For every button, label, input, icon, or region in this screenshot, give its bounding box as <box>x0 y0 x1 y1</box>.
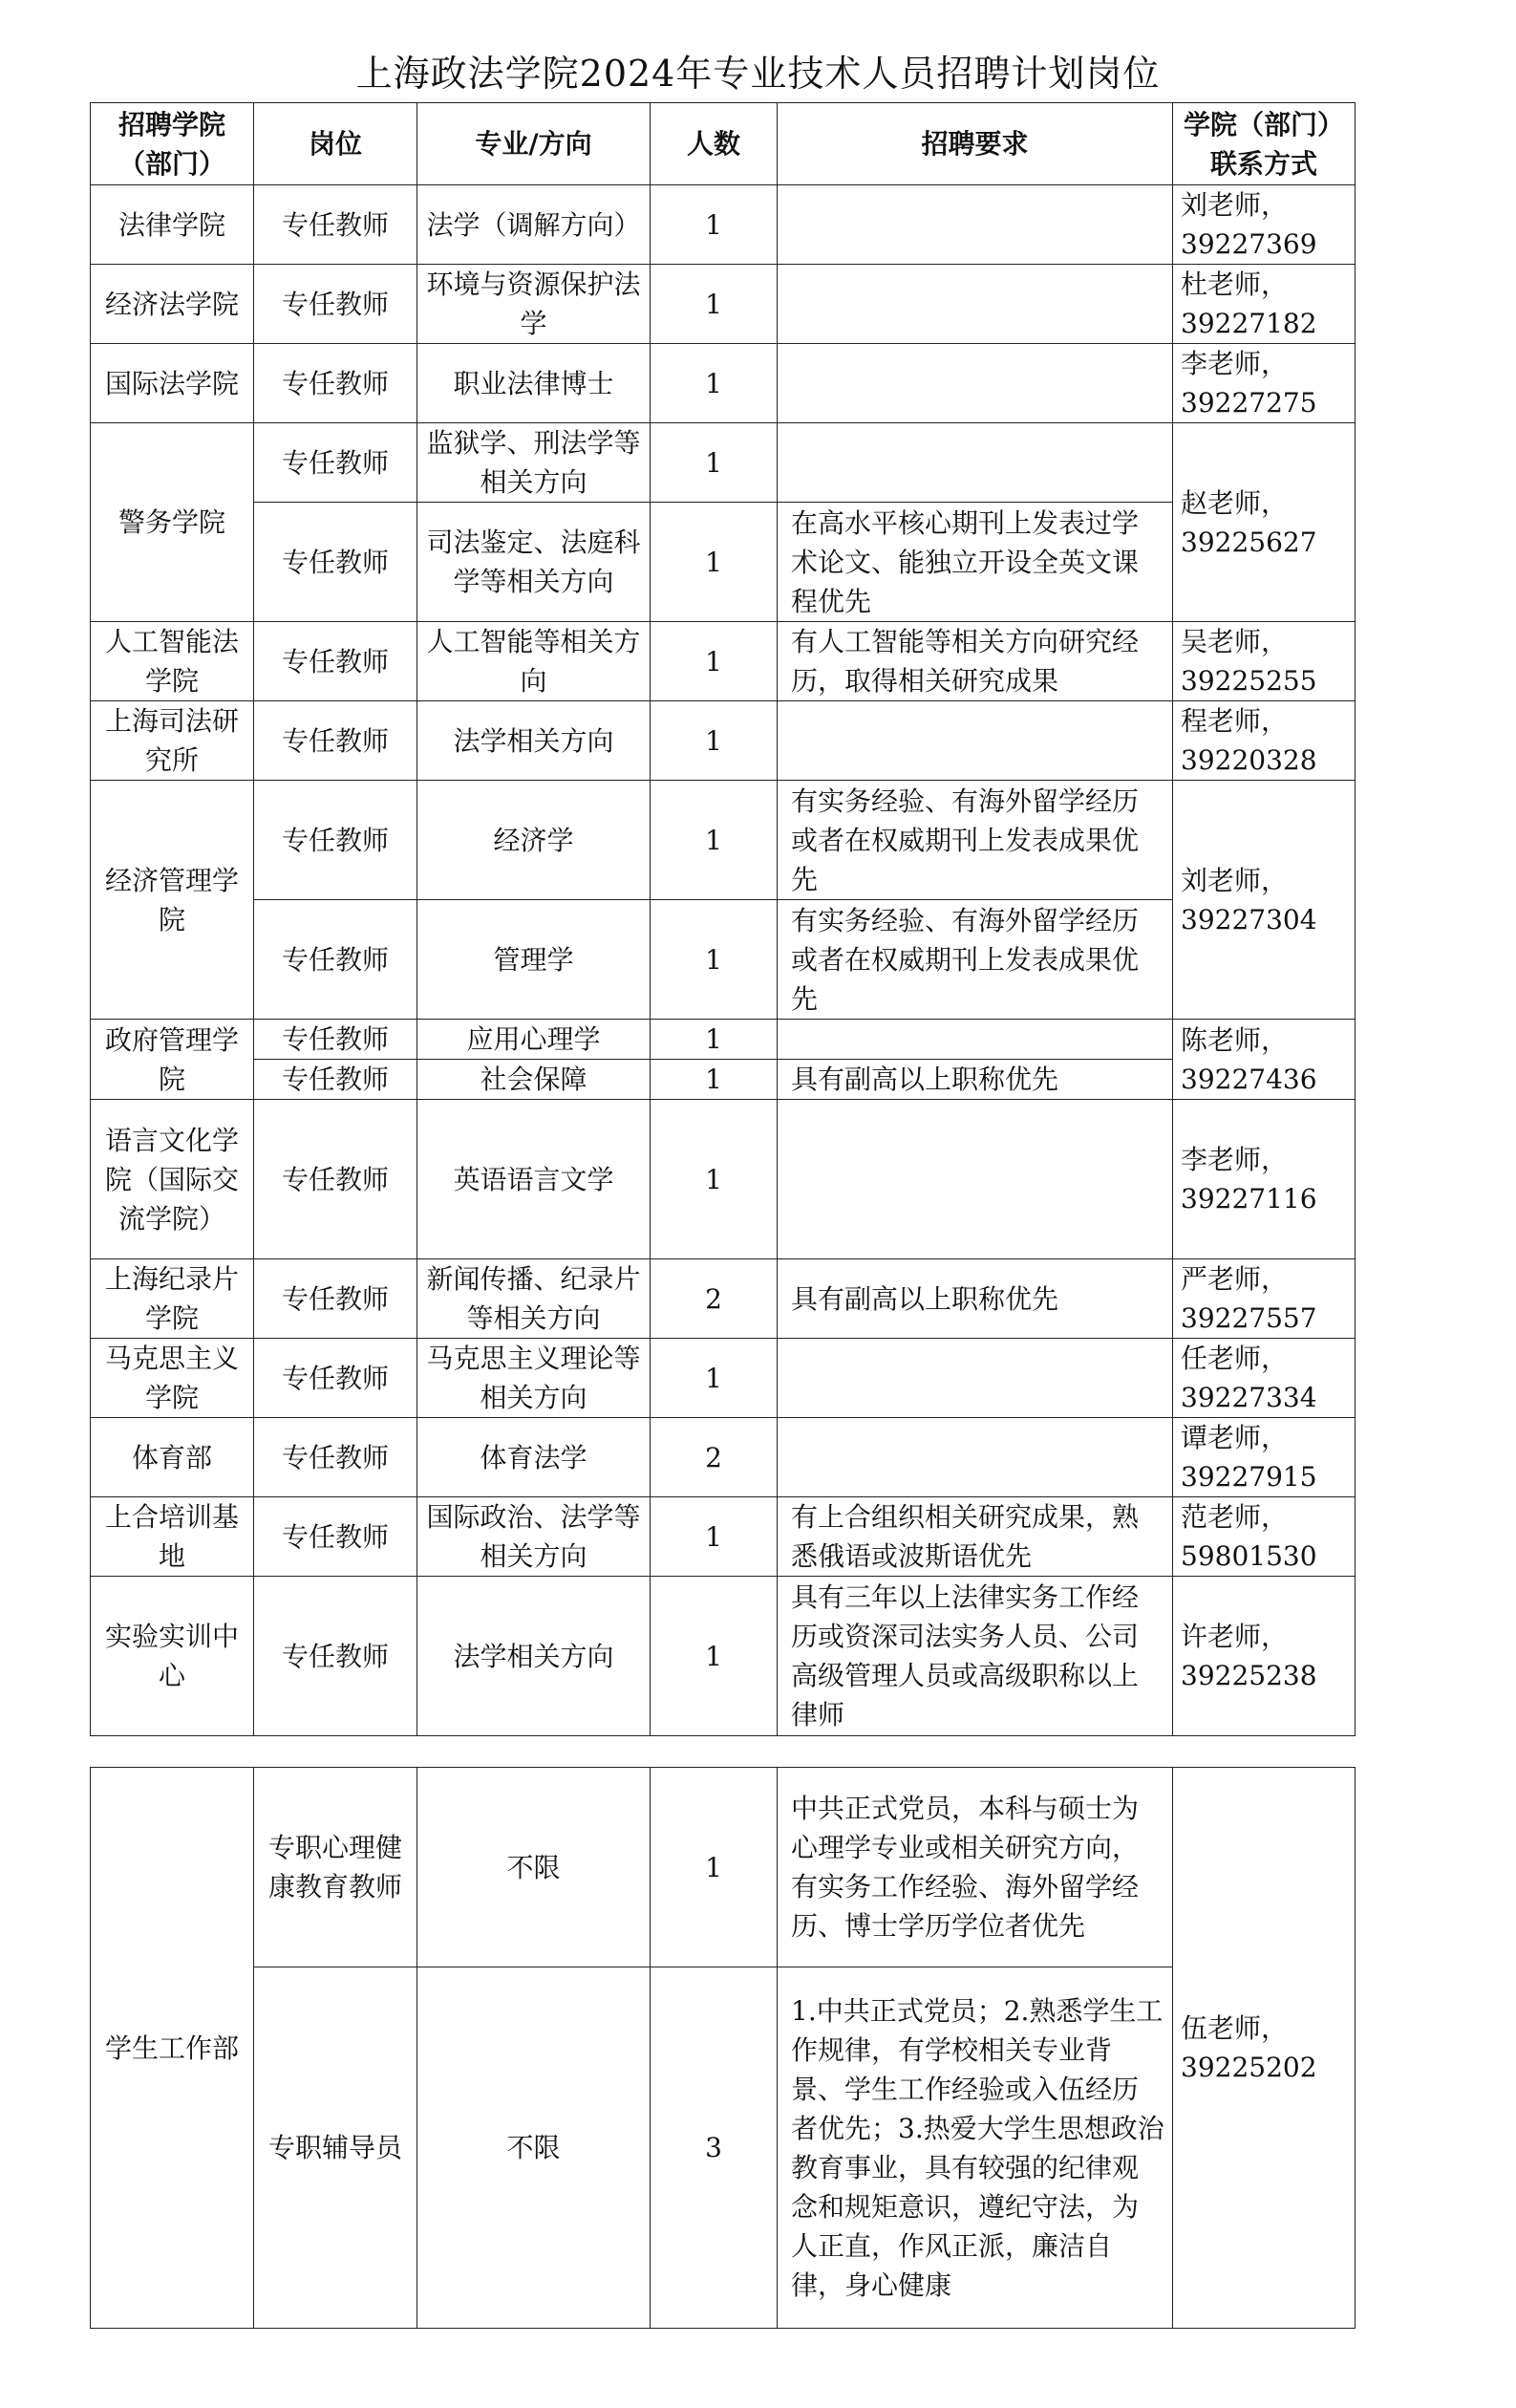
table-row <box>91 701 1356 781</box>
post-cell: 专任教师 <box>254 1100 417 1259</box>
major-cell: 环境与资源保护法学 <box>417 265 651 344</box>
count-cell: 1 <box>651 1577 778 1736</box>
table-row <box>91 1418 1356 1497</box>
major-cell: 不限 <box>417 1967 651 2329</box>
count-cell: 2 <box>651 1259 778 1339</box>
major-cell: 不限 <box>417 1768 651 1967</box>
requirements-cell: 具有三年以上法律实务工作经历或资深司法实务人员、公司高级管理人员或高级职称以上律师 <box>778 1577 1173 1736</box>
contact-cell: 范老师，59801530 <box>1173 1497 1356 1577</box>
table-row <box>91 622 1356 701</box>
header-major: 专业/方向 <box>417 103 651 185</box>
post-cell: 专任教师 <box>254 1020 417 1060</box>
major-cell: 法学相关方向 <box>417 1577 651 1736</box>
dept-cell: 上合培训基地 <box>91 1497 254 1577</box>
table-header-row <box>91 103 1356 185</box>
requirements-cell: 具有副高以上职称优先 <box>778 1259 1173 1339</box>
count-cell: 1 <box>651 1768 778 1967</box>
table-row <box>91 1768 1356 1967</box>
dept-cell: 学生工作部 <box>91 1768 254 2329</box>
table-row <box>91 781 1356 900</box>
count-cell: 1 <box>651 503 778 622</box>
table-row <box>91 1497 1356 1577</box>
dept-cell: 上海司法研究所 <box>91 701 254 781</box>
dept-cell: 语言文化学院（国际交流学院） <box>91 1100 254 1259</box>
contact-cell: 刘老师，39227369 <box>1173 185 1356 265</box>
post-cell: 专任教师 <box>254 1060 417 1100</box>
dept-cell: 上海纪录片学院 <box>91 1259 254 1339</box>
requirements-cell <box>778 423 1173 503</box>
requirements-cell <box>778 185 1173 265</box>
dept-cell: 政府管理学院 <box>91 1020 254 1100</box>
count-cell: 1 <box>651 1020 778 1060</box>
requirements-cell: 1.中共正式党员；2.熟悉学生工作规律，有学校相关专业背景、学生工作经验或入伍经历者优先；3.热爱大学生思想政治教育事业，具有较强的纪律观念和规矩意识，遵纪守法，为人正直，作风正派，廉洁自律，身心健康 <box>778 1967 1173 2329</box>
table-row <box>91 900 1356 1020</box>
header-count: 人数 <box>651 103 778 185</box>
major-cell: 法学（调解方向） <box>417 185 651 265</box>
count-cell: 1 <box>651 423 778 503</box>
table-row <box>91 344 1356 423</box>
requirements-cell: 在高水平核心期刊上发表过学术论文、能独立开设全英文课程优先 <box>778 503 1173 622</box>
table-row <box>91 185 1356 265</box>
requirements-cell <box>778 1020 1173 1060</box>
count-cell: 1 <box>651 265 778 344</box>
count-cell: 1 <box>651 900 778 1020</box>
requirements-cell <box>778 1418 1173 1497</box>
student-affairs-table <box>90 1767 1356 2329</box>
contact-cell: 程老师，39220328 <box>1173 701 1356 781</box>
major-cell: 应用心理学 <box>417 1020 651 1060</box>
post-cell: 专任教师 <box>254 1418 417 1497</box>
dept-cell: 马克思主义学院 <box>91 1339 254 1418</box>
dept-cell: 法律学院 <box>91 185 254 265</box>
major-cell: 司法鉴定、法庭科学等相关方向 <box>417 503 651 622</box>
dept-cell: 经济管理学院 <box>91 781 254 1020</box>
dept-cell: 实验实训中心 <box>91 1577 254 1736</box>
count-cell: 1 <box>651 622 778 701</box>
major-cell: 英语语言文学 <box>417 1100 651 1259</box>
requirements-cell: 具有副高以上职称优先 <box>778 1060 1173 1100</box>
major-cell: 经济学 <box>417 781 651 900</box>
contact-cell: 伍老师，39225202 <box>1173 1768 1356 2329</box>
post-cell: 专职辅导员 <box>254 1967 417 2329</box>
requirements-cell: 有人工智能等相关方向研究经历，取得相关研究成果 <box>778 622 1173 701</box>
table-row <box>91 1259 1356 1339</box>
post-cell: 专任教师 <box>254 701 417 781</box>
count-cell: 1 <box>651 1060 778 1100</box>
contact-cell: 刘老师，39227304 <box>1173 781 1356 1020</box>
requirements-cell <box>778 265 1173 344</box>
post-cell: 专职心理健康教育教师 <box>254 1768 417 1967</box>
table-row <box>91 1060 1356 1100</box>
count-cell: 1 <box>651 1100 778 1259</box>
count-cell: 2 <box>651 1418 778 1497</box>
post-cell: 专任教师 <box>254 344 417 423</box>
contact-cell: 杜老师，39227182 <box>1173 265 1356 344</box>
count-cell: 3 <box>651 1967 778 2329</box>
contact-cell: 陈老师，39227436 <box>1173 1020 1356 1100</box>
major-cell: 国际政治、法学等相关方向 <box>417 1497 651 1577</box>
post-cell: 专任教师 <box>254 781 417 900</box>
contact-cell: 李老师，39227275 <box>1173 344 1356 423</box>
requirements-cell: 有上合组织相关研究成果，熟悉俄语或波斯语优先 <box>778 1497 1173 1577</box>
recruitment-table <box>90 102 1356 1736</box>
post-cell: 专任教师 <box>254 900 417 1020</box>
contact-cell: 李老师，39227116 <box>1173 1100 1356 1259</box>
dept-cell: 警务学院 <box>91 423 254 622</box>
post-cell: 专任教师 <box>254 503 417 622</box>
table-row <box>91 1967 1356 2329</box>
contact-cell: 严老师，39227557 <box>1173 1259 1356 1339</box>
major-cell: 职业法律博士 <box>417 344 651 423</box>
count-cell: 1 <box>651 701 778 781</box>
major-cell: 法学相关方向 <box>417 701 651 781</box>
major-cell: 马克思主义理论等相关方向 <box>417 1339 651 1418</box>
table-row <box>91 1100 1356 1259</box>
count-cell: 1 <box>651 781 778 900</box>
contact-cell: 吴老师，39225255 <box>1173 622 1356 701</box>
requirements-cell <box>778 701 1173 781</box>
requirements-cell <box>778 1339 1173 1418</box>
post-cell: 专任教师 <box>254 185 417 265</box>
count-cell: 1 <box>651 1497 778 1577</box>
dept-cell: 国际法学院 <box>91 344 254 423</box>
major-cell: 管理学 <box>417 900 651 1020</box>
contact-cell: 赵老师，39225627 <box>1173 423 1356 622</box>
table-row <box>91 1577 1356 1736</box>
post-cell: 专任教师 <box>254 265 417 344</box>
page-title: 上海政法学院2024年专业技术人员招聘计划岗位 <box>355 53 1161 95</box>
requirements-cell <box>778 344 1173 423</box>
post-cell: 专任教师 <box>254 1339 417 1418</box>
major-cell: 体育法学 <box>417 1418 651 1497</box>
requirements-cell <box>778 1100 1173 1259</box>
post-cell: 专任教师 <box>254 1577 417 1736</box>
count-cell: 1 <box>651 344 778 423</box>
contact-cell: 谭老师，39227915 <box>1173 1418 1356 1497</box>
table-row <box>91 1339 1356 1418</box>
header-contact: 学院（部门）联系方式 <box>1173 103 1356 185</box>
table-row <box>91 265 1356 344</box>
dept-cell: 人工智能法学院 <box>91 622 254 701</box>
dept-cell: 体育部 <box>91 1418 254 1497</box>
major-cell: 人工智能等相关方向 <box>417 622 651 701</box>
header-post: 岗位 <box>254 103 417 185</box>
dept-cell: 经济法学院 <box>91 265 254 344</box>
contact-cell: 许老师，39225238 <box>1173 1577 1356 1736</box>
table-row <box>91 423 1356 503</box>
count-cell: 1 <box>651 1339 778 1418</box>
requirements-cell: 有实务经验、有海外留学经历或者在权威期刊上发表成果优先 <box>778 781 1173 900</box>
major-cell: 监狱学、刑法学等相关方向 <box>417 423 651 503</box>
header-requirements: 招聘要求 <box>778 103 1173 185</box>
table-row <box>91 503 1356 622</box>
contact-cell: 任老师，39227334 <box>1173 1339 1356 1418</box>
post-cell: 专任教师 <box>254 1259 417 1339</box>
requirements-cell: 有实务经验、有海外留学经历或者在权威期刊上发表成果优先 <box>778 900 1173 1020</box>
major-cell: 社会保障 <box>417 1060 651 1100</box>
post-cell: 专任教师 <box>254 423 417 503</box>
post-cell: 专任教师 <box>254 622 417 701</box>
table-row <box>91 1020 1356 1060</box>
major-cell: 新闻传播、纪录片等相关方向 <box>417 1259 651 1339</box>
post-cell: 专任教师 <box>254 1497 417 1577</box>
header-dept: 招聘学院（部门） <box>91 103 254 185</box>
count-cell: 1 <box>651 185 778 265</box>
requirements-cell: 中共正式党员，本科与硕士为心理学专业或相关研究方向，有实务工作经验、海外留学经历、博士学历学位者优先 <box>778 1768 1173 1967</box>
